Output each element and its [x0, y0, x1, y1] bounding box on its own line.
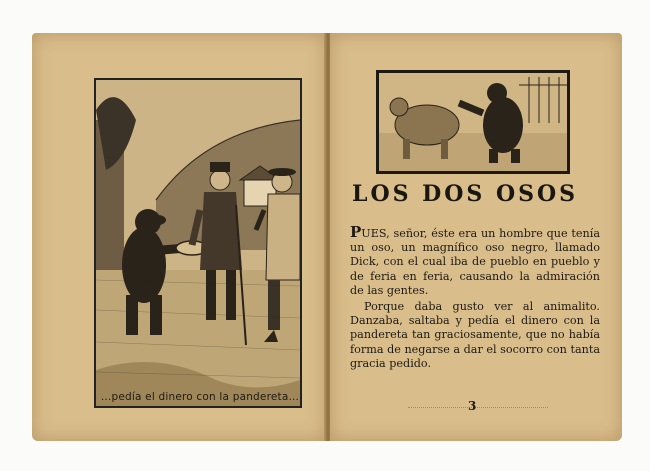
paragraph-1 — [350, 225, 600, 298]
paragraph-1-text: UES, señor, éste era un hombre que tenía un oso, un magnífico oso negro, llamado Dick, con el cual iba de pueblo en pueblo y de feria en feria, causando la admiración de las gentes. — [350, 227, 600, 297]
left-page — [32, 33, 326, 441]
page-number: 3 — [468, 399, 477, 413]
story-text — [350, 225, 600, 373]
illustration-caption: ...pedía el dinero con la pandereta... — [100, 391, 300, 403]
engraving-scene — [96, 80, 300, 406]
two-bears-engraving — [379, 73, 567, 171]
two-bears-illustration — [376, 70, 570, 174]
open-book — [32, 33, 622, 441]
paragraph-2: Porque daba gusto ver al animalito. Danzaba, saltaba y pedía el dinero con la pandereta tan graciosamente, que no había forma de negarse a dar el socorro con tanta gracia pedido. — [350, 300, 600, 370]
drop-cap: P — [350, 223, 362, 241]
pencil-annotation — [408, 401, 548, 408]
right-page — [330, 33, 622, 441]
bear-begging-illustration — [94, 78, 302, 408]
story-title: LOS DOS OSOS — [352, 181, 579, 207]
